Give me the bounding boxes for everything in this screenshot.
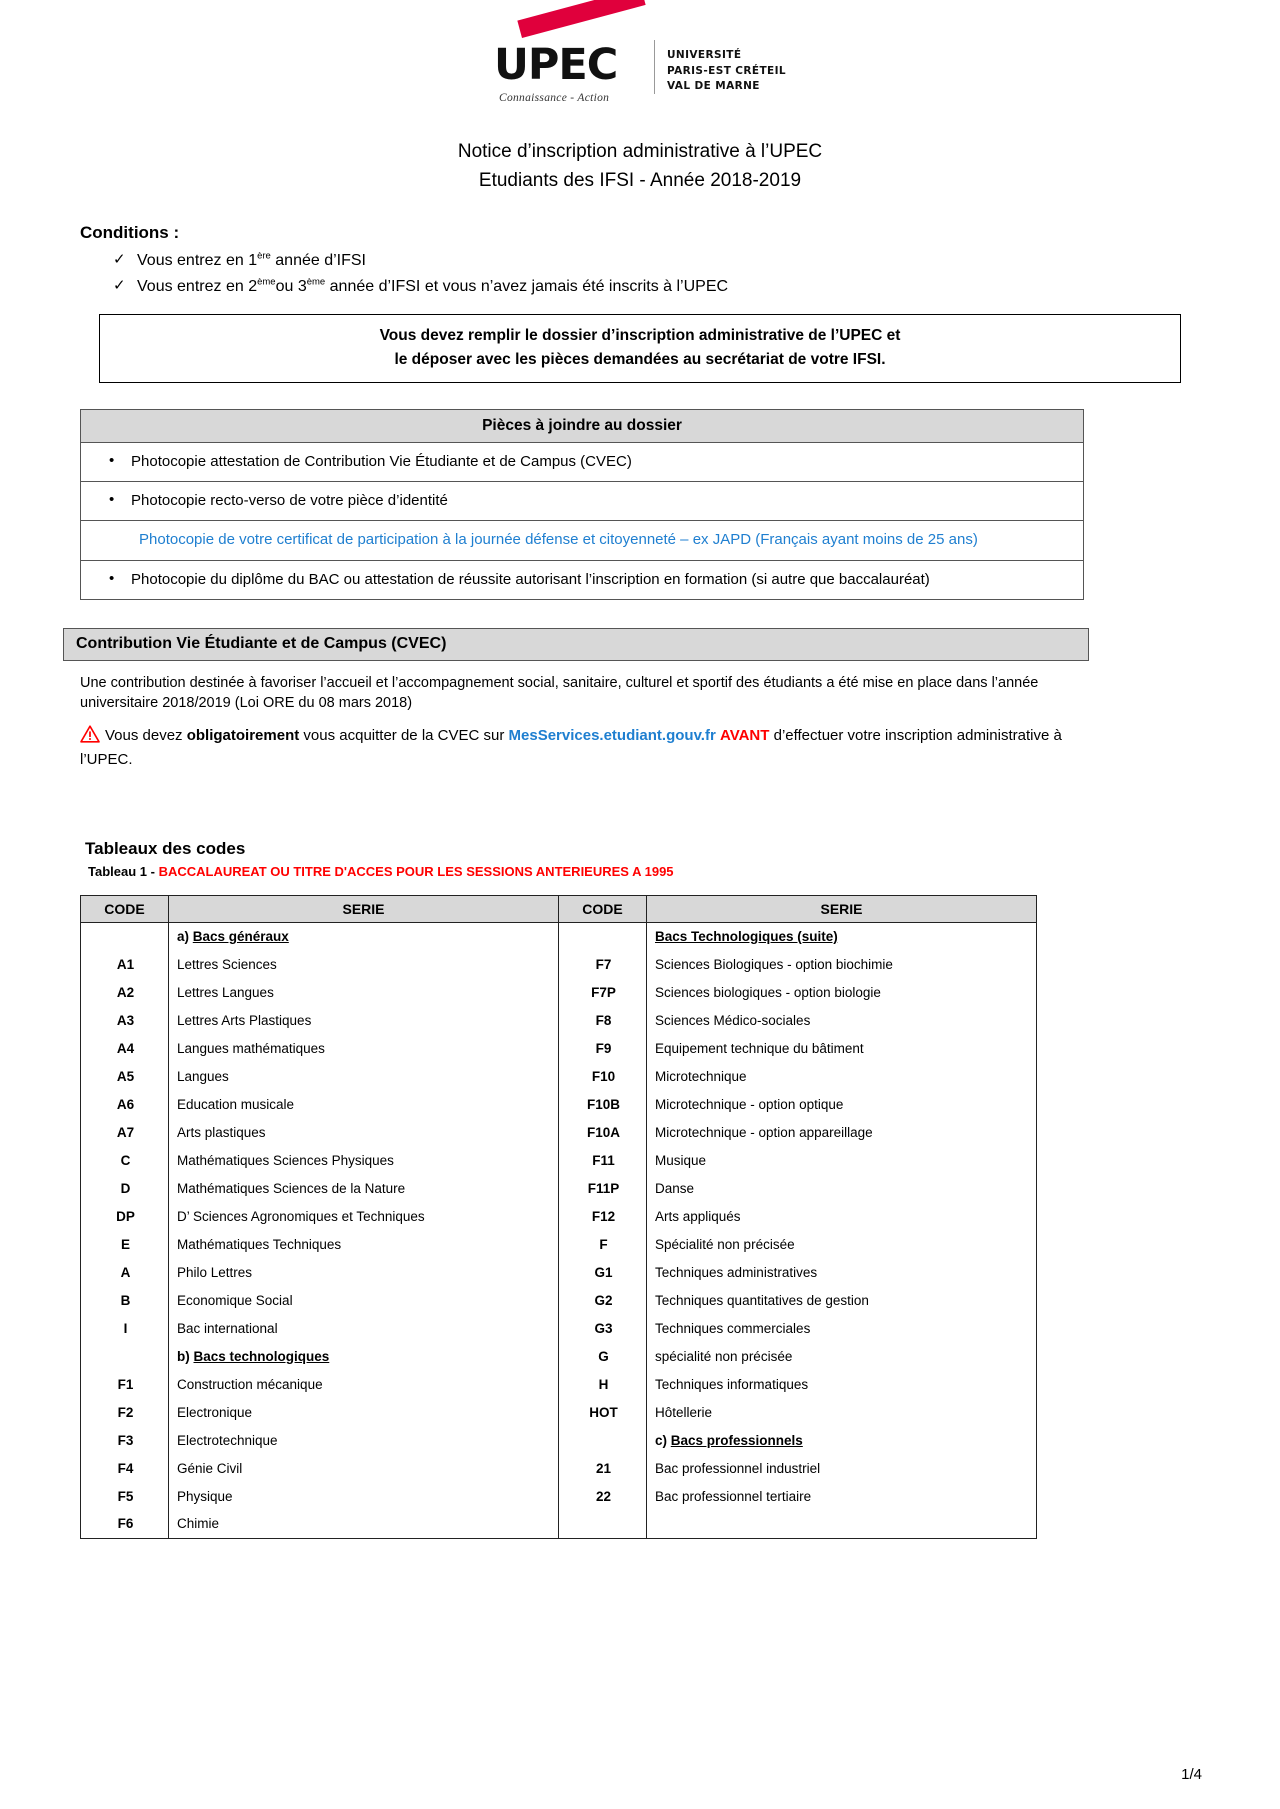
codes-cell-code: F10	[559, 1062, 647, 1090]
condition-sup-1: ère	[257, 250, 271, 262]
codes-group-label	[647, 1426, 1037, 1454]
codes-cell-serie: Langues	[169, 1062, 559, 1090]
codes-group-text: Bacs technologiques	[193, 1348, 330, 1364]
table-row	[81, 950, 1037, 978]
codes-group-prefix: c)	[655, 1432, 671, 1448]
codes-cell-code: F9	[559, 1034, 647, 1062]
check-icon: ✓	[113, 276, 126, 294]
codes-cell-code: E	[81, 1230, 169, 1258]
codes-cell-code: F3	[81, 1426, 169, 1454]
table-row	[81, 1482, 1037, 1510]
table-row	[81, 1062, 1037, 1090]
pieces-table-header-row	[81, 409, 1084, 442]
pieces-row-text: Photocopie attestation de Contribution Vie Étudiante et de Campus (CVEC)	[131, 452, 632, 470]
codes-cell-serie: Education musicale	[169, 1090, 559, 1118]
codes-cell-code: F2	[81, 1398, 169, 1426]
upec-logo	[75, 0, 1205, 110]
codes-cell-code: F12	[559, 1202, 647, 1230]
codes-cell-code: 22	[559, 1482, 647, 1510]
table-row	[81, 1510, 1037, 1538]
logo-mark	[494, 18, 644, 110]
pieces-row-bulleted	[81, 482, 1084, 521]
codes-cell-code: F8	[559, 1006, 647, 1034]
codes-group-text: Bacs professionnels	[670, 1432, 803, 1448]
codes-cell-serie: Economique Social	[169, 1286, 559, 1314]
codes-cell-serie: Techniques commerciales	[647, 1314, 1037, 1342]
codes-cell-code: G2	[559, 1286, 647, 1314]
codes-cell-serie: Philo Lettres	[169, 1258, 559, 1286]
codes-cell-code: A1	[81, 950, 169, 978]
pieces-row-bulleted	[81, 560, 1084, 599]
codes-cell-code: F11P	[559, 1174, 647, 1202]
cvec-warn-bold: obligatoirement	[186, 727, 300, 745]
codes-cell-serie: Musique	[647, 1146, 1037, 1174]
codes-cell-code: A7	[81, 1118, 169, 1146]
warning-triangle-icon	[80, 725, 100, 749]
table-row	[81, 922, 1037, 950]
codes-cell-serie: Génie Civil	[169, 1454, 559, 1482]
codes-cell-code: HOT	[559, 1398, 647, 1426]
codes-cell-code	[81, 922, 169, 950]
cvec-section-title: Contribution Vie Étudiante et de Campus (CVEC)	[63, 628, 1089, 661]
codes-table-body	[81, 922, 1037, 1538]
pieces-table-header: Pièces à joindre au dossier	[81, 409, 1084, 442]
codes-cell-code	[559, 922, 647, 950]
codes-cell-serie	[647, 1510, 1037, 1538]
codes-cell-code: A5	[81, 1062, 169, 1090]
codes-cell-code	[81, 1342, 169, 1370]
logo-line-3: VAL DE MARNE	[666, 79, 760, 92]
codes-group-label	[169, 922, 559, 950]
condition-text-1-pre: Vous entrez en 1	[137, 252, 258, 269]
table-row	[81, 1370, 1037, 1398]
codes-heading: Tableaux des codes	[85, 838, 246, 858]
cvec-warn-part3: d’effectuer votre inscription administrative à l’UPEC.	[80, 727, 1062, 769]
codes-cell-serie: Mathématiques Sciences Physiques	[169, 1146, 559, 1174]
codes-header-code-left: CODE	[81, 895, 169, 922]
codes-cell-code: H	[559, 1370, 647, 1398]
codes-cell-code: I	[81, 1314, 169, 1342]
table-row	[81, 1202, 1037, 1230]
cvec-warn-part1: Vous devez	[105, 727, 187, 745]
codes-group-label	[647, 922, 1037, 950]
codes-cell-serie: Hôtellerie	[647, 1398, 1037, 1426]
codes-cell-serie: Sciences Biologiques - option biochimie	[647, 950, 1037, 978]
page-number: 1/4	[1181, 1766, 1202, 1783]
pieces-table-row	[81, 442, 1084, 481]
codes-subheading	[88, 864, 1205, 879]
codes-group-label	[169, 1342, 559, 1370]
codes-cell-code: F5	[81, 1482, 169, 1510]
codes-cell-serie: Lettres Arts Plastiques	[169, 1006, 559, 1034]
codes-cell-code: A6	[81, 1090, 169, 1118]
pieces-row-bulleted	[81, 442, 1084, 481]
cvec-paragraph: Une contribution destinée à favoriser l’accueil et l’accompagnement social, sanitaire, culturel et sportif des étudiants a été mise en place dans l’année universitaire 2018/2019 (Loi ORE du 08 mars 2018)	[80, 675, 1039, 712]
codes-cell-code: DP	[81, 1202, 169, 1230]
table-row	[81, 1230, 1037, 1258]
logo-tagline: Connaissance - Action	[498, 92, 610, 104]
pieces-table	[80, 409, 1084, 600]
codes-cell-code: F10B	[559, 1090, 647, 1118]
table-row	[81, 1118, 1037, 1146]
codes-table-header-row	[81, 895, 1037, 922]
codes-cell-serie: Microtechnique	[647, 1062, 1037, 1090]
cvec-link[interactable]: MesServices.etudiant.gouv.fr	[508, 727, 716, 745]
pieces-row-highlighted	[81, 521, 1084, 560]
table-row	[81, 1314, 1037, 1342]
cvec-avant-emphasis: AVANT	[719, 727, 770, 745]
logo-wordmark: UPEC	[493, 40, 618, 90]
table-row	[81, 1286, 1037, 1314]
codes-cell-serie: D’ Sciences Agronomiques et Techniques	[169, 1202, 559, 1230]
page-title	[75, 138, 1205, 195]
codes-cell-code: F4	[81, 1454, 169, 1482]
table-row	[81, 1034, 1037, 1062]
pieces-table-row	[81, 521, 1084, 560]
condition-sup-2a: ème	[257, 276, 276, 288]
codes-cell-code: D	[81, 1174, 169, 1202]
pieces-table-row	[81, 482, 1084, 521]
condition-sup-2b: ème	[306, 276, 326, 288]
table-row	[81, 1146, 1037, 1174]
codes-cell-serie: Equipement technique du bâtiment	[647, 1034, 1037, 1062]
codes-header-serie-right: SERIE	[647, 895, 1037, 922]
codes-cell-serie: Techniques administratives	[647, 1258, 1037, 1286]
pieces-row-text: Photocopie recto-verso de votre pièce d’identité	[131, 492, 448, 510]
codes-cell-serie: Bac professionnel tertiaire	[647, 1482, 1037, 1510]
codes-group-prefix: a)	[177, 928, 193, 944]
codes-cell-serie: Mathématiques Sciences de la Nature	[169, 1174, 559, 1202]
codes-group-text: Bacs généraux	[192, 928, 289, 944]
codes-table	[80, 895, 1037, 1539]
codes-header-serie-left: SERIE	[169, 895, 559, 922]
codes-cell-code: G3	[559, 1314, 647, 1342]
table-row	[81, 1398, 1037, 1426]
codes-cell-serie: Bac international	[169, 1314, 559, 1342]
pieces-row-text: Photocopie du diplôme du BAC ou attestation de réussite autorisant l’inscription en formation (si autre que baccalauréat)	[131, 570, 930, 588]
table-row	[81, 1258, 1037, 1286]
codes-cell-code: F7P	[559, 978, 647, 1006]
codes-cell-serie: spécialité non précisée	[647, 1342, 1037, 1370]
codes-cell-code: A	[81, 1258, 169, 1286]
codes-cell-serie: Arts appliqués	[647, 1202, 1037, 1230]
codes-cell-code: A4	[81, 1034, 169, 1062]
codes-cell-serie: Lettres Langues	[169, 978, 559, 1006]
codes-subheading-red: BACCALAUREAT OU TITRE D'ACCES POUR LES SESSIONS ANTERIEURES A 1995	[158, 863, 674, 879]
codes-cell-code: F11	[559, 1146, 647, 1174]
codes-cell-serie: Techniques informatiques	[647, 1370, 1037, 1398]
cvec-warn-part2: vous acquitter de la CVEC sur	[299, 727, 509, 745]
logo-divider	[654, 40, 655, 94]
codes-cell-code: F10A	[559, 1118, 647, 1146]
table-row	[81, 1174, 1037, 1202]
codes-group-prefix: b)	[177, 1348, 194, 1364]
logo-line-1: UNIVERSITÉ	[666, 49, 742, 62]
codes-cell-code: B	[81, 1286, 169, 1314]
codes-cell-serie: Techniques quantitatives de gestion	[647, 1286, 1037, 1314]
codes-cell-serie: Electrotechnique	[169, 1426, 559, 1454]
codes-group-text: Bacs Technologiques (suite)	[655, 928, 838, 944]
notice-box-line-1: Vous devez remplir le dossier d’inscription administrative de l’UPEC et	[379, 326, 901, 344]
condition-text-1-mid: année d’IFSI	[270, 252, 366, 269]
codes-cell-code: A2	[81, 978, 169, 1006]
codes-cell-serie: Construction mécanique	[169, 1370, 559, 1398]
codes-cell-serie: Arts plastiques	[169, 1118, 559, 1146]
codes-cell-code: G	[559, 1342, 647, 1370]
codes-cell-code: F7	[559, 950, 647, 978]
table-row	[81, 978, 1037, 1006]
bullet-icon: •	[109, 569, 115, 587]
table-row	[81, 1454, 1037, 1482]
codes-cell-code: F6	[81, 1510, 169, 1538]
codes-cell-serie: Microtechnique - option optique	[647, 1090, 1037, 1118]
codes-cell-serie: Sciences biologiques - option biologie	[647, 978, 1037, 1006]
condition-text-2-post: année d’IFSI et vous n’avez jamais été inscrits à l’UPEC	[325, 277, 729, 295]
codes-cell-code: C	[81, 1146, 169, 1174]
conditions-heading: Conditions :	[80, 223, 180, 242]
pieces-table-body	[81, 442, 1084, 599]
cvec-warning	[80, 725, 1090, 771]
pieces-row-text: Photocopie de votre certificat de participation à la journée défense et citoyenneté – ex JAPD (Français ayant moins de 25 ans)	[139, 531, 978, 549]
condition-item-1	[75, 248, 1205, 274]
codes-cell-code: 21	[559, 1454, 647, 1482]
codes-cell-serie: Sciences Médico-sociales	[647, 1006, 1037, 1034]
table-row	[81, 1006, 1037, 1034]
codes-cell-serie: Physique	[169, 1482, 559, 1510]
page-title-line-1: Notice d’inscription administrative à l’UPEC	[457, 141, 823, 162]
codes-cell-code	[559, 1426, 647, 1454]
codes-subheading-prefix: Tableau 1 -	[88, 863, 159, 879]
table-row	[81, 1090, 1037, 1118]
codes-cell-serie: Langues mathématiques	[169, 1034, 559, 1062]
notice-box	[99, 314, 1181, 383]
bullet-icon: •	[109, 491, 115, 509]
condition-item-2	[75, 274, 1205, 300]
notice-box-line-2: le déposer avec les pièces demandées au secrétariat de votre IFSI.	[394, 350, 886, 368]
pieces-table-row	[81, 560, 1084, 599]
codes-cell-serie: Danse	[647, 1174, 1037, 1202]
check-icon: ✓	[113, 251, 126, 268]
codes-cell-code: F1	[81, 1370, 169, 1398]
page-title-line-2: Etudiants des IFSI - Année 2018-2019	[478, 169, 802, 191]
table-row	[81, 1342, 1037, 1370]
logo-swoosh-shape	[517, 0, 645, 38]
codes-cell-serie: Spécialité non précisée	[647, 1230, 1037, 1258]
codes-cell-serie: Chimie	[169, 1510, 559, 1538]
codes-cell-code: A3	[81, 1006, 169, 1034]
bullet-icon: •	[109, 451, 115, 469]
condition-text-2-pre: Vous entrez en 2	[137, 277, 258, 295]
codes-cell-code: G1	[559, 1258, 647, 1286]
codes-cell-code: F	[559, 1230, 647, 1258]
codes-cell-serie: Electronique	[169, 1398, 559, 1426]
logo-university-name	[667, 48, 786, 110]
table-row	[81, 1426, 1037, 1454]
codes-cell-serie: Lettres Sciences	[169, 950, 559, 978]
codes-cell-serie: Bac professionnel industriel	[647, 1454, 1037, 1482]
codes-cell-serie: Mathématiques Techniques	[169, 1230, 559, 1258]
codes-header-code-right: CODE	[559, 895, 647, 922]
codes-cell-serie: Microtechnique - option appareillage	[647, 1118, 1037, 1146]
logo-line-2: PARIS-EST CRÉTEIL	[666, 64, 787, 77]
conditions-list	[75, 248, 1205, 300]
condition-text-2-mid: ou 3	[275, 277, 307, 295]
codes-cell-code	[559, 1510, 647, 1538]
